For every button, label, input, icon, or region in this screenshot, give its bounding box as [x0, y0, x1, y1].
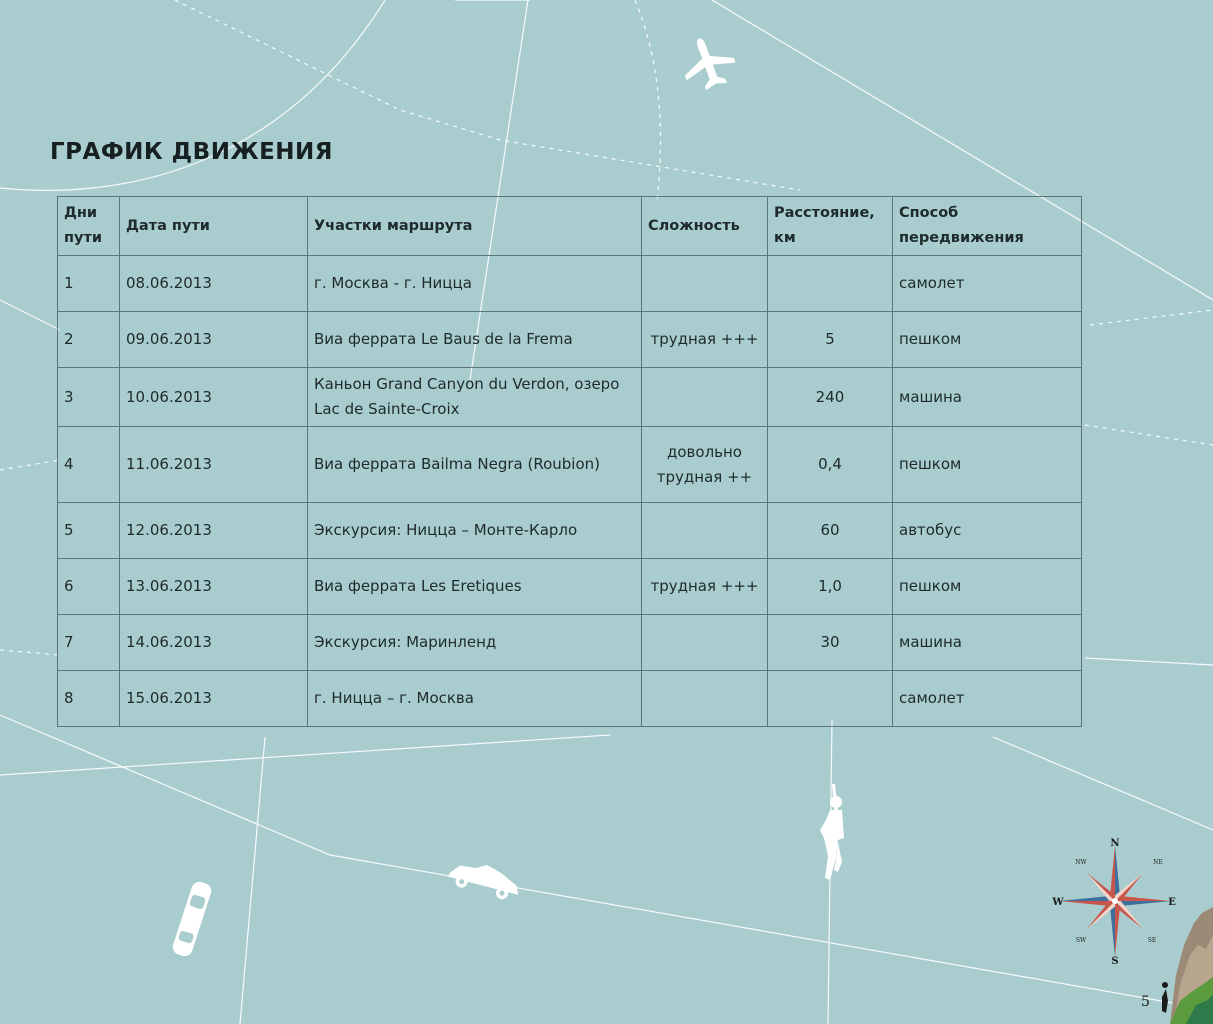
cell-difficulty	[642, 503, 768, 559]
cell-difficulty	[642, 671, 768, 727]
mountain-illustration	[1147, 905, 1213, 1024]
cell-distance: 240	[768, 368, 893, 427]
climber-icon	[808, 780, 858, 890]
cell-difficulty	[642, 615, 768, 671]
table-row	[58, 312, 1082, 368]
car-icon	[170, 875, 215, 963]
header-date: Дата пути	[120, 197, 308, 256]
cell-transport: машина	[893, 615, 1082, 671]
table-header-row	[58, 197, 1082, 256]
cell-distance	[768, 256, 893, 312]
cell-date: 09.06.2013	[120, 312, 308, 368]
cell-transport: пешком	[893, 312, 1082, 368]
cell-route: Виа феррата Bailma Negra (Roubion)	[308, 427, 642, 503]
cell-date: 08.06.2013	[120, 256, 308, 312]
cell-difficulty: довольно трудная ++	[642, 427, 768, 503]
cell-route: Каньон Grand Canyon du Verdon, озеро Lac de Sainte-Croix	[308, 368, 642, 427]
cell-distance: 30	[768, 615, 893, 671]
cell-route: г. Ницца – г. Москва	[308, 671, 642, 727]
cell-day: 2	[58, 312, 120, 368]
cell-difficulty	[642, 256, 768, 312]
table-row	[58, 671, 1082, 727]
cell-date: 10.06.2013	[120, 368, 308, 427]
cell-day: 1	[58, 256, 120, 312]
cell-distance: 60	[768, 503, 893, 559]
compass-w: W	[1052, 897, 1064, 908]
cell-day: 8	[58, 671, 120, 727]
compass-ne: NE	[1153, 859, 1163, 866]
compass-sw: SW	[1075, 937, 1087, 944]
cell-day: 5	[58, 503, 120, 559]
page-number: 5	[1141, 994, 1150, 1010]
header-distance: Расстояние, км	[768, 197, 893, 256]
cell-difficulty: трудная +++	[642, 312, 768, 368]
header-route: Участки маршрута	[308, 197, 642, 256]
header-difficulty: Сложность	[642, 197, 768, 256]
cell-date: 15.06.2013	[120, 671, 308, 727]
cell-transport: пешком	[893, 559, 1082, 615]
cell-difficulty: трудная +++	[642, 559, 768, 615]
header-days: Дни пути	[58, 197, 120, 256]
cell-distance: 0,4	[768, 427, 893, 503]
cell-transport: самолет	[893, 671, 1082, 727]
table-row	[58, 256, 1082, 312]
compass-nw: NW	[1075, 859, 1087, 866]
table-row	[58, 368, 1082, 427]
cell-day: 6	[58, 559, 120, 615]
table-row	[58, 559, 1082, 615]
cell-date: 14.06.2013	[120, 615, 308, 671]
table-row	[58, 615, 1082, 671]
cell-day: 7	[58, 615, 120, 671]
airplane-icon	[678, 33, 738, 93]
cell-date: 13.06.2013	[120, 559, 308, 615]
page-title: ГРАФИК ДВИЖЕНИЯ	[50, 139, 334, 165]
table-row	[58, 427, 1082, 503]
cell-distance: 1,0	[768, 559, 893, 615]
cell-distance	[768, 671, 893, 727]
cell-date: 12.06.2013	[120, 503, 308, 559]
cell-transport: машина	[893, 368, 1082, 427]
compass-e: E	[1168, 897, 1176, 908]
cell-transport: самолет	[893, 256, 1082, 312]
schedule-table	[57, 196, 1082, 727]
cell-route: Виа феррата Les Eretiques	[308, 559, 642, 615]
header-transport: Способ передвижения	[893, 197, 1082, 256]
cell-transport: автобус	[893, 503, 1082, 559]
compass-se: SE	[1147, 937, 1157, 944]
cell-day: 4	[58, 427, 120, 503]
compass-n: N	[1110, 838, 1120, 849]
cell-transport: пешком	[893, 427, 1082, 503]
race-car-icon	[443, 855, 527, 905]
cell-route: Экскурсия: Маринленд	[308, 615, 642, 671]
cell-date: 11.06.2013	[120, 427, 308, 503]
cell-route: г. Москва - г. Ницца	[308, 256, 642, 312]
compass-s: S	[1111, 956, 1119, 967]
cell-route: Экскурсия: Ницца – Монте-Карло	[308, 503, 642, 559]
cell-difficulty	[642, 368, 768, 427]
cell-distance: 5	[768, 312, 893, 368]
cell-route: Виа феррата Le Baus de la Frema	[308, 312, 642, 368]
table-row	[58, 503, 1082, 559]
cell-day: 3	[58, 368, 120, 427]
